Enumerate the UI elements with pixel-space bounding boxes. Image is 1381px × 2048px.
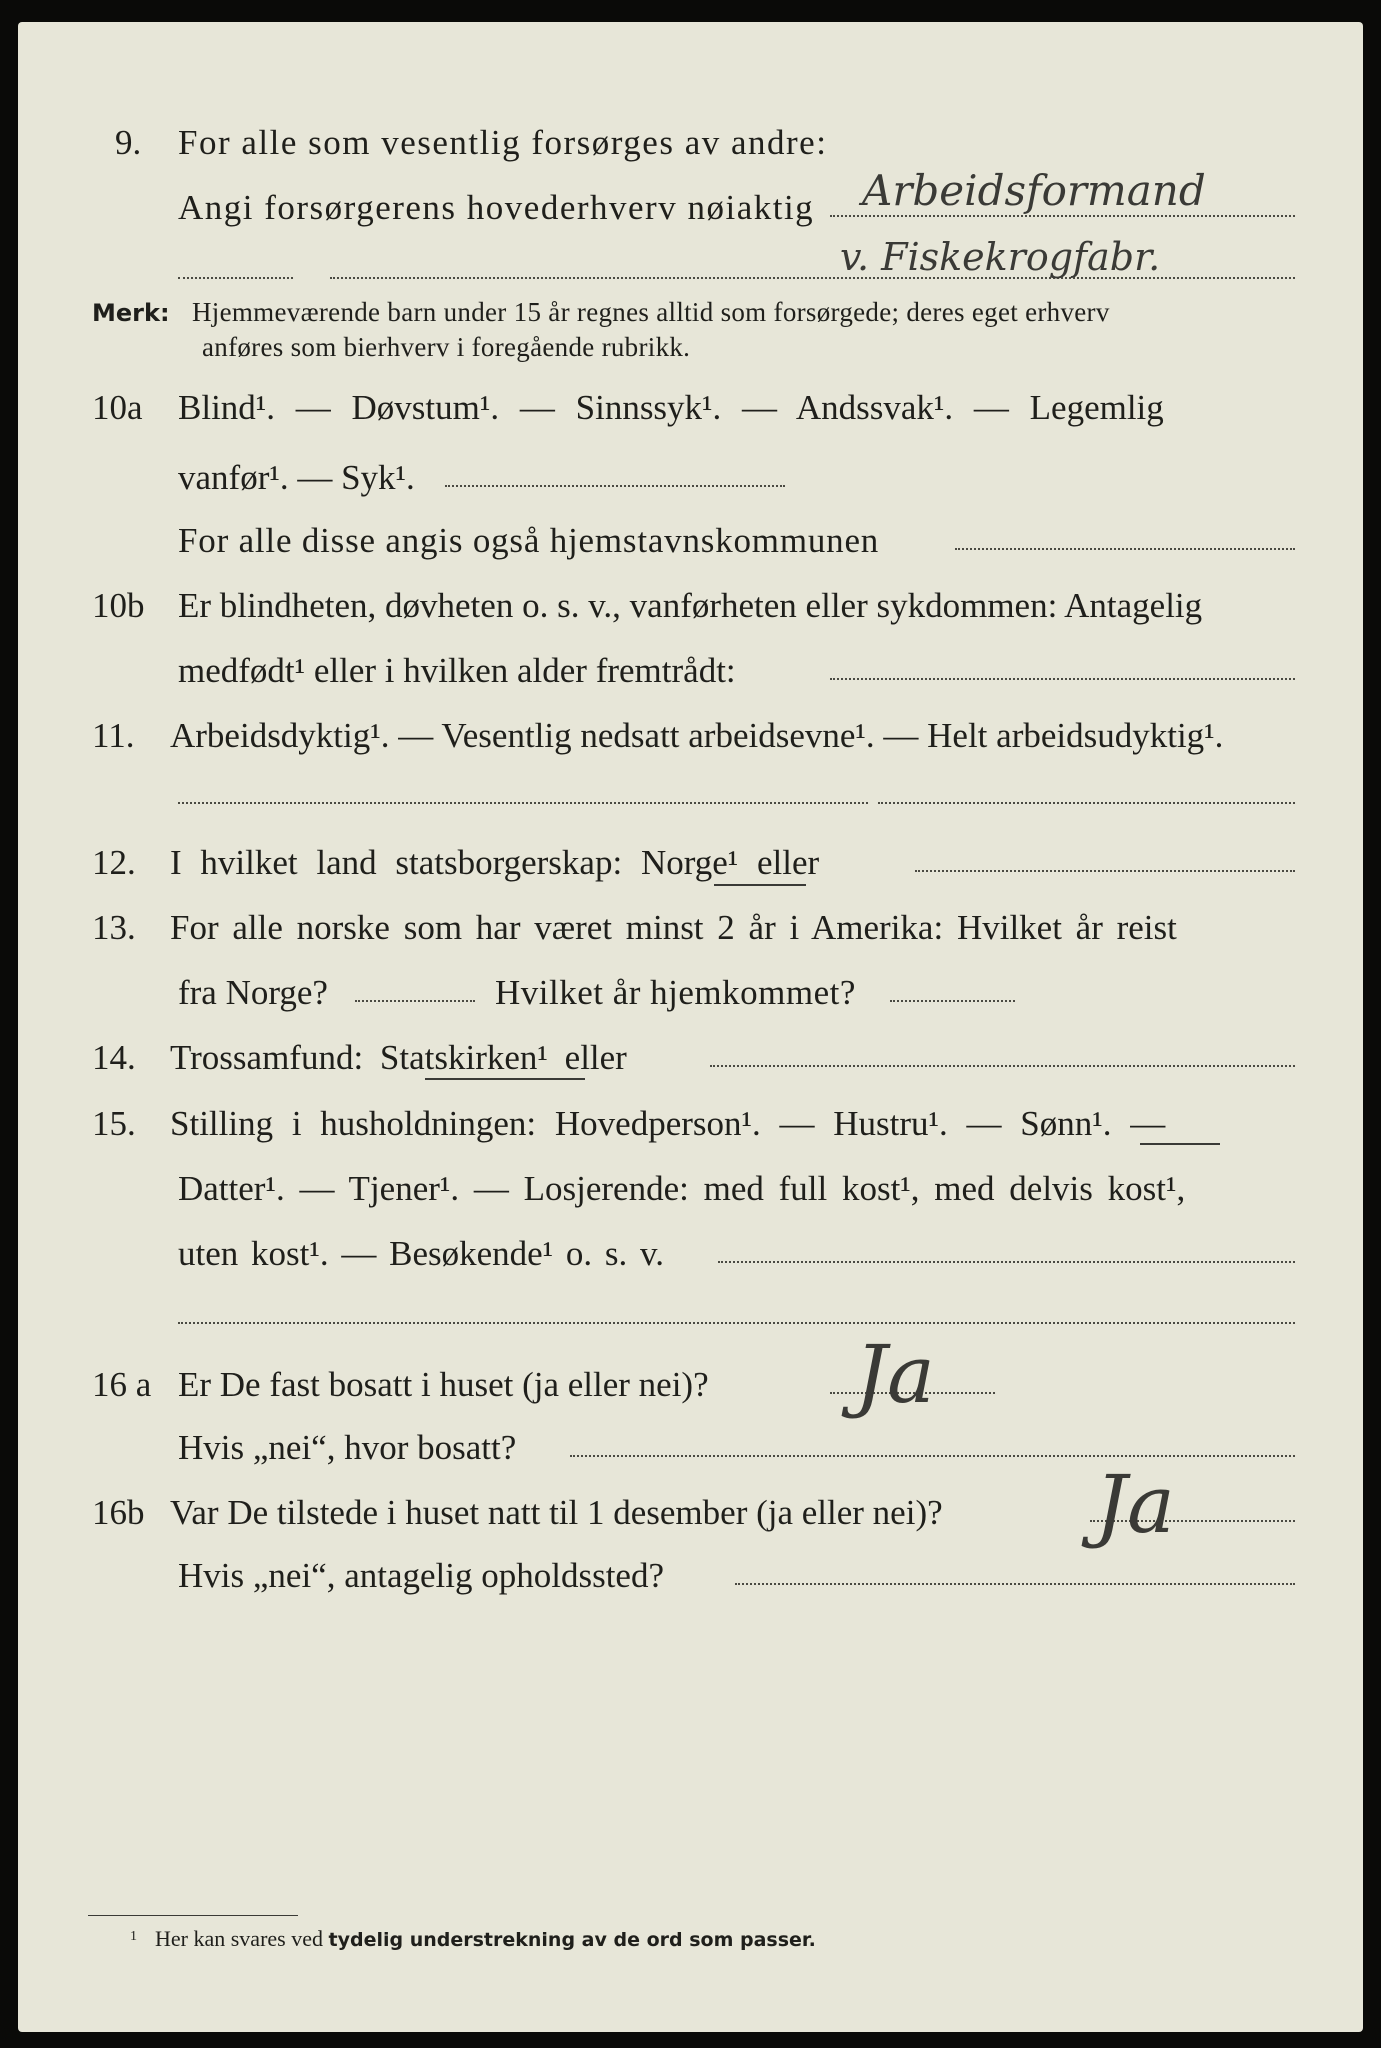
q10b-line2: medfødt¹ eller i hvilken alder fremtrådt: (178, 651, 736, 690)
q14-statskirken-underline (425, 1078, 585, 1080)
footnote-plain-text: Her kan svares ved (155, 1926, 323, 1951)
q15-sonn-underline (1140, 1143, 1220, 1145)
q13-line2a: fra Norge? (178, 973, 328, 1012)
q11-answer-line-b[interactable] (878, 802, 1295, 804)
q16a-number: 16 a (92, 1365, 152, 1404)
q11-number: 11. (92, 716, 135, 755)
q15-line1: Stilling i husholdningen: Hovedperson¹. — Hustru¹. — Sønn¹. — (170, 1104, 1166, 1143)
q9-answer-line2a (178, 277, 293, 279)
q13-return-year-line[interactable] (890, 1000, 1015, 1002)
q10a-line2: vanfør¹. — Syk¹. (178, 458, 415, 497)
q13-line1: For alle norske som har været minst 2 år i Amerika: Hvilket år reist (170, 908, 1177, 947)
q14-answer-line[interactable] (710, 1065, 1295, 1067)
q9-handwritten-answer2: v. Fiskekrogfabr. (840, 235, 1161, 279)
q16b-line2: Hvis „nei“, antagelig opholdssted? (178, 1556, 664, 1595)
q10a-hometown-line[interactable] (955, 548, 1295, 550)
q15-number: 15. (92, 1104, 136, 1143)
q10b-line1: Er blindheten, døvheten o. s. v., vanførheten eller sykdommen: Antagelig (178, 586, 1203, 625)
q16a-line2: Hvis „nei“, hvor bosatt? (178, 1428, 517, 1467)
merk-label: Merk: (92, 299, 170, 327)
merk-line2: anføres som bierhverv i foregående rubrikk. (202, 332, 691, 362)
q16b-handwritten-answer: Ja (1095, 1458, 1175, 1551)
q12-answer-line[interactable] (915, 870, 1295, 872)
q16b-line1: Var De tilstede i huset natt til 1 desember (ja eller nei)? (170, 1493, 943, 1532)
q10a-number: 10a (92, 388, 143, 427)
q15-line3: uten kost¹. — Besøkende¹ o. s. v. (178, 1234, 665, 1273)
q11-answer-line-a[interactable] (178, 802, 868, 804)
q12-line1: I hvilket land statsborgerskap: Norge¹ eller (170, 843, 820, 882)
q15-extra-line[interactable] (178, 1322, 1295, 1324)
q13-number: 13. (92, 908, 136, 947)
q9-answer-line1[interactable] (830, 215, 1295, 217)
q16b-location-line[interactable] (735, 1583, 1295, 1585)
q13-line2b: Hvilket år hjemkommet? (495, 973, 856, 1012)
q15-answer-line[interactable] (718, 1261, 1295, 1263)
q10a-line1: Blind¹. — Døvstum¹. — Sinnssyk¹. — Andssvak¹. — Legemlig (178, 388, 1164, 427)
q16b-number: 16b (92, 1493, 145, 1532)
q13-departure-year-line[interactable] (355, 1000, 475, 1002)
q10b-answer-line[interactable] (830, 678, 1295, 680)
q16a-handwritten-answer: Ja (855, 1328, 935, 1421)
q14-number: 14. (92, 1038, 136, 1077)
footnote-mark: 1 (130, 1929, 137, 1944)
q10a-line3: For alle disse angis også hjemstavnskommunen (178, 521, 880, 560)
q14-line1: Trossamfund: Statskirken¹ eller (170, 1038, 627, 1077)
footnote-rule (88, 1915, 298, 1916)
q9-line2: Angi forsørgerens hovederhverv nøiaktig (178, 188, 815, 227)
q11-line1: Arbeidsdyktig¹. — Vesentlig nedsatt arbeidsevne¹. — Helt arbeidsudyktig¹. (170, 716, 1224, 755)
merk-line1: Hjemmeværende barn under 15 år regnes alltid som forsørgede; deres eget erhverv (192, 297, 1110, 327)
q16a-line1: Er De fast bosatt i huset (ja eller nei)? (178, 1365, 709, 1404)
q9-handwritten-answer1: Arbeidsformand (862, 166, 1206, 215)
q10a-answer-line[interactable] (445, 485, 785, 487)
q12-number: 12. (92, 843, 136, 882)
q15-line2: Datter¹. — Tjener¹. — Losjerende: med full kost¹, med delvis kost¹, (178, 1169, 1186, 1208)
footnote-text (155, 1928, 816, 1950)
q9-number: 9. (115, 123, 142, 162)
q9-line1: For alle som vesentlig forsørges av andre: (178, 123, 828, 162)
footnote-bold-text: tydelig understrekning av de ord som passer. (328, 1929, 816, 1951)
q16a-location-line[interactable] (570, 1455, 1295, 1457)
q10b-number: 10b (92, 586, 145, 625)
q12-norge-underline (714, 884, 806, 886)
